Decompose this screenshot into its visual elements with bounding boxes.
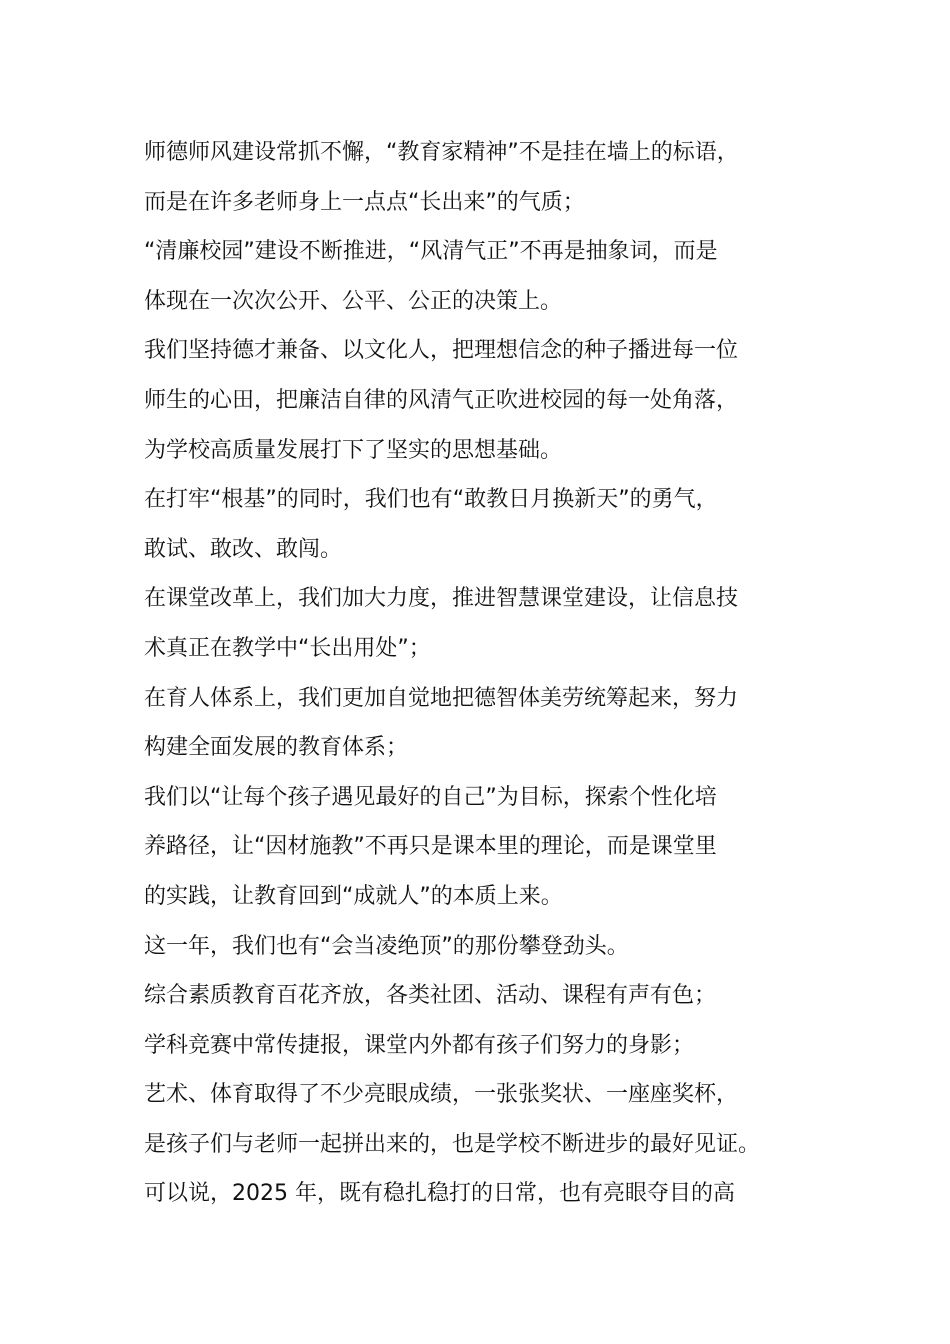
text-line: “清廉校园”建设不断推进，“风清气正”不再是抽象词，而是 [144,239,718,265]
text-line: 在课堂改革上，我们加大力度，推进智慧课堂建设，让信息技 [144,586,739,612]
text-line: 师德师风建设常抓不懈，“教育家精神”不是挂在墙上的标语， [144,140,739,165]
text-line: 学科竞赛中常传捷报，课堂内外都有孩子们努力的身影； [144,1032,695,1058]
text-line: 可以说，2025 年，既有稳扎稳打的日常，也有亮眼夺目的高 [144,1181,735,1207]
text-line: 我们以“让每个孩子遇见最好的自己”为目标，探索个性化培 [144,784,717,810]
text-line: 而是在许多老师身上一点点“长出来”的气质； [144,189,585,215]
body-text [144,128,844,1219]
text-line: 在打牢“根基”的同时，我们也有“敢教日月换新天”的勇气， [144,487,718,513]
text-line: 构建全面发展的教育体系； [144,735,409,761]
text-line: 为学校高质量发展打下了坚实的思想基础。 [144,437,563,463]
text-line: 的实践，让教育回到“成就人”的本质上来。 [144,883,563,909]
text-line: 在育人体系上，我们更加自觉地把德智体美劳统筹起来，努力 [144,685,739,711]
text-line: 这一年，我们也有“会当凌绝顶”的那份攀登劲头。 [144,933,629,959]
text-line: 养路径，让“因材施教”不再只是课本里的理论，而是课堂里 [144,834,717,860]
text-line: 敢试、敢改、敢闯。 [144,536,343,562]
text-line: 综合素质教育百花齐放，各类社团、活动、课程有声有色； [144,983,717,1009]
text-line: 师生的心田，把廉洁自律的风清气正吹进校园的每一处角落， [144,387,739,413]
text-line: 艺术、体育取得了不少亮眼成绩，一张张奖状、一座座奖杯， [144,1082,739,1108]
text-line: 术真正在教学中“长出用处”； [144,635,431,661]
text-line: 是孩子们与老师一起拼出来的，也是学校不断进步的最好见证。 [144,1131,761,1157]
text-line: 体现在一次次公开、公平、公正的决策上。 [144,288,563,314]
text-line: 我们坚持德才兼备、以文化人，把理想信念的种子播进每一位 [144,338,739,364]
